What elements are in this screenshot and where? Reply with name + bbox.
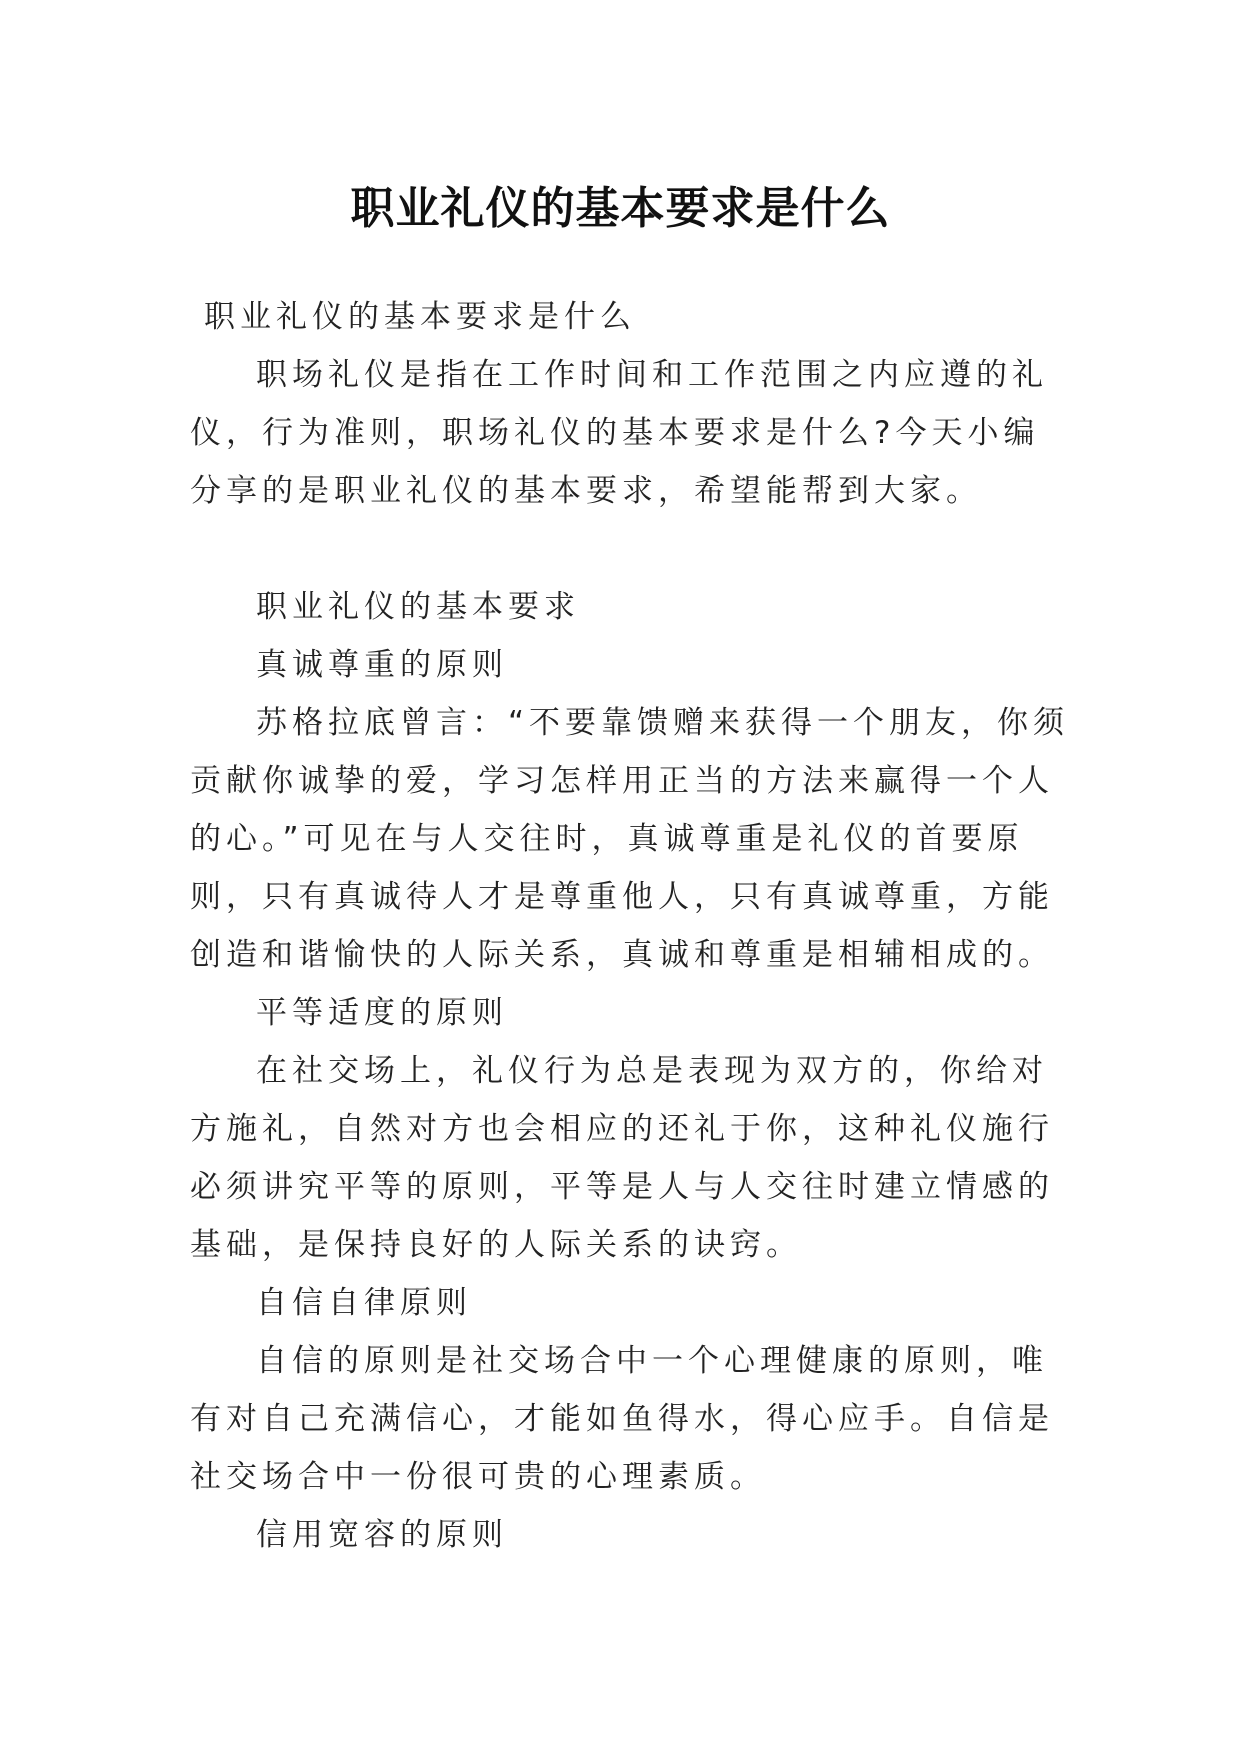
principle-heading-equality: 平等适度的原则 [256,995,508,1031]
principle-paragraph-equality: 在社交场上，礼仪行为总是表现为双方的，你给对方施礼，自然对方也会相应的还礼于你，这种礼仪施行必须讲究平等的原则，平等是人与人交往时建立情感的基础，是保持良好的人际关系的诀窍。 [190,1053,1054,1263]
principle-heading-sincerity: 真诚尊重的原则 [256,647,508,683]
principle-paragraph-sincerity: 苏格拉底曾言：“不要靠馈赠来获得一个朋友，你须贡献你诚挚的爱，学习怎样用正当的方法来赢得一个人的心。”可见在与人交往时，真诚尊重是礼仪的首要原则，只有真诚待人才是尊重他人，只有真诚尊重，方能创造和谐愉快的人际关系，真诚和尊重是相辅相成的。 [190,705,1070,973]
intro-paragraph: 职场礼仪是指在工作时间和工作范围之内应遵的礼仪，行为准则，职场礼仪的基本要求是什么?今天小编分享的是职业礼仪的基本要求，希望能帮到大家。 [190,357,1048,509]
document-subtitle: 职业礼仪的基本要求是什么 [204,299,636,335]
document-title: 职业礼仪的基本要求是什么 [350,183,891,235]
document-body [190,288,1070,1564]
section-heading: 职业礼仪的基本要求 [256,589,580,625]
principle-heading-confidence: 自信自律原则 [256,1285,472,1321]
principle-heading-credit: 信用宽容的原则 [256,1517,508,1553]
principle-paragraph-confidence: 自信的原则是社交场合中一个心理健康的原则，唯有对自己充满信心，才能如鱼得水，得心应手。自信是社交场合中一份很可贵的心理素质。 [190,1343,1054,1495]
